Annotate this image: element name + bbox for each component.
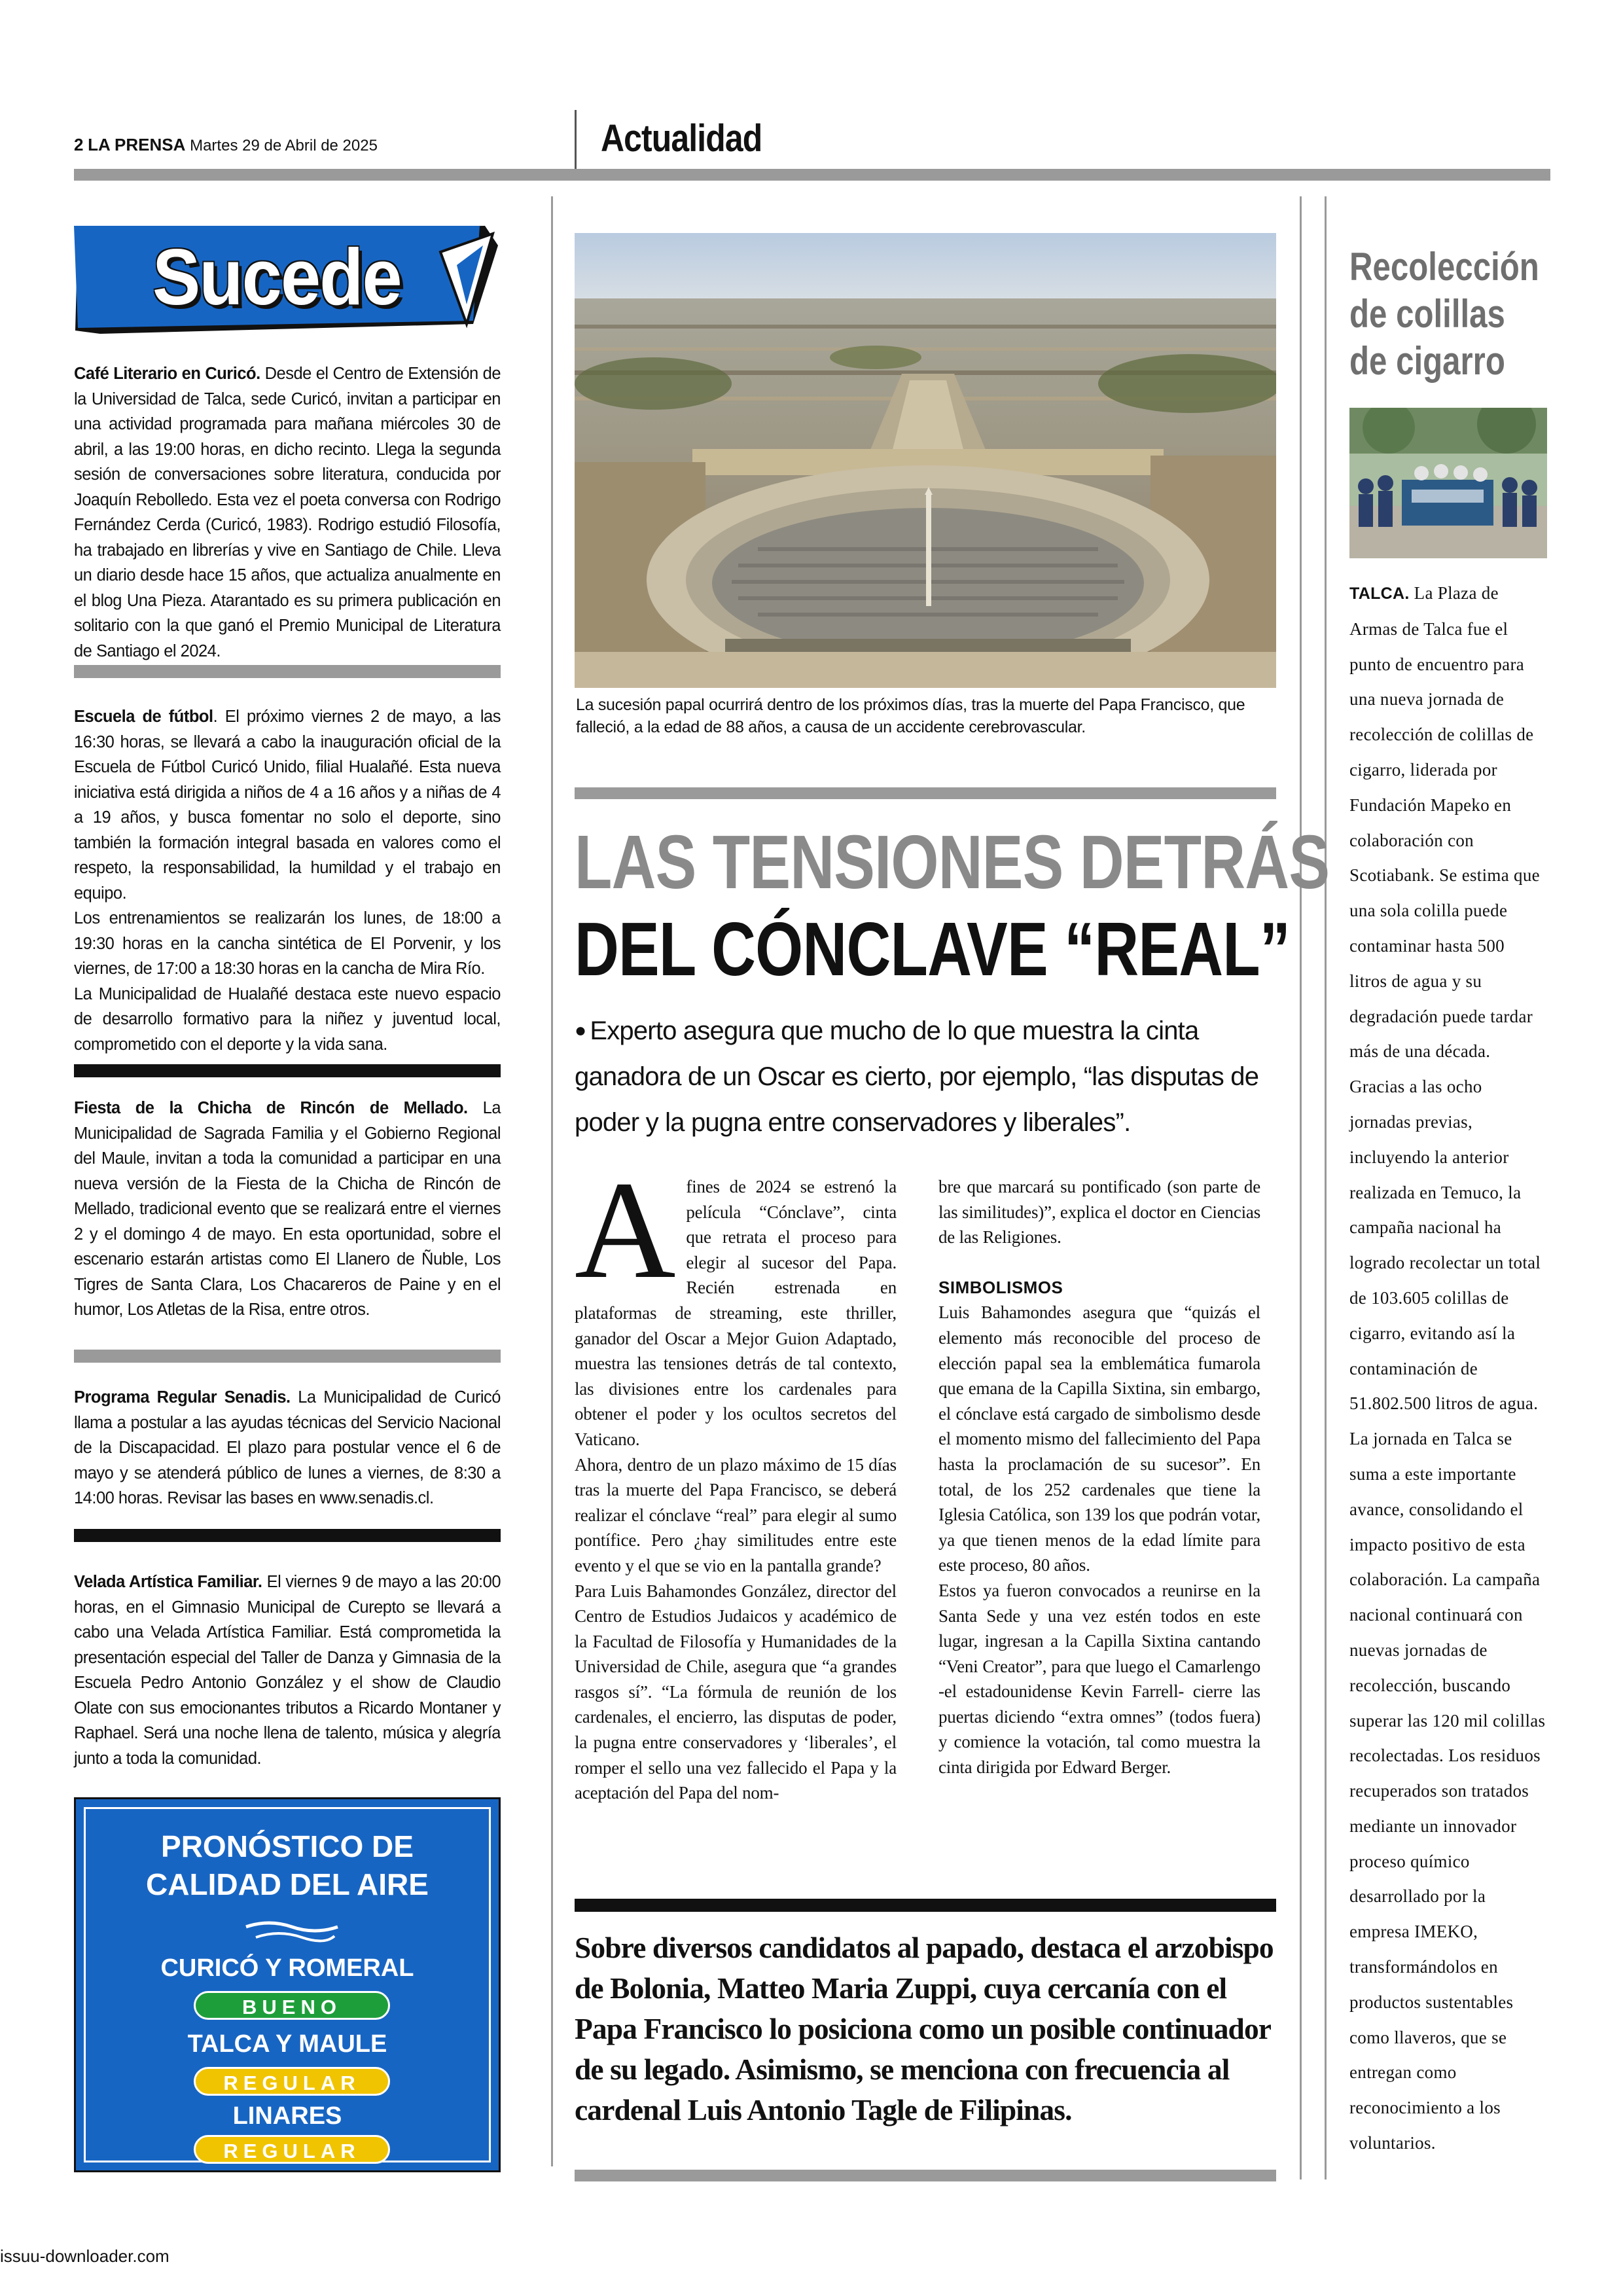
brief-text: Los entrenamientos se realizarán los lunes, de 18:00 a 19:30 horas en la cancha sintética de El Porvenir, y los viernes, de 17:00 a 18:30 horas en la cancha de Mira Río.	[74, 909, 501, 978]
column-divider	[1325, 196, 1327, 2179]
article-column-2	[938, 1174, 1260, 1780]
side-article-title	[1349, 243, 1539, 385]
air-quality-status: REGULAR	[194, 2135, 390, 2164]
article-paragraph: bre que marcará su pontificado (son parte de las similitudes)”, explica el doctor en Ciencias de las Religiones.	[938, 1177, 1260, 1247]
pullquote: Sobre diversos candidatos al papado, destaca el arzobispo de Bolonia, Matteo Maria Zuppi, cuya cercanía con el Papa Francisco lo posiciona como un posible continuador de su legado. Asimismo, se menciona con frecuencia al cardenal Luis Antonio Tagle de Filipinas.	[575, 1931, 1274, 2126]
st-peters-square-illustration	[575, 233, 1276, 688]
brief-velada-artistica	[74, 1570, 501, 1771]
brief-separator	[74, 1529, 501, 1542]
brief-escuela-futbol	[74, 704, 501, 1057]
brief-text: La Municipalidad de Sagrada Familia y el Gobierno Regional del Maule, invitan a toda la comunidad a participar en una nueva versión de la Fiesta de la Chicha de Rincón de Mellado, tradicional evento que se realizará entre el viernes 2 y el domingo 4 de mayo. En esta oportunidad, sobre el escenario estarán artistas como El Llanero de Ñuble, Los Tigres de Santa Clara, Los Chacareros de Paine y en el humor, Los Atletas de la Risa, entre otros.	[74, 1099, 501, 1319]
drop-cap: A	[575, 1153, 676, 1308]
air-quality-title: PRONÓSTICO DE	[161, 1829, 414, 1863]
brief-fiesta-chicha	[74, 1096, 501, 1323]
bullet-icon: ●	[575, 1020, 586, 1041]
side-title-line: de colillas	[1349, 292, 1505, 336]
dateline: TALCA.	[1349, 584, 1410, 603]
volunteers-photo	[1349, 408, 1547, 558]
article-paragraph: Luis Bahamondes asegura que “quizás el elemento más reconocible del proceso de elección papal sea la emblemática fumarola que emana de la Capilla Sixtina, sin embargo, el cónclave está cargado de simbolismo desde el momento mismo del fallecimiento del Papa hasta la proclamación de su sucesor”. En total, de los 252 cardenales que tiene la Iglesia Católica, son 139 los que podrán votar, ya que tienen menos de la edad límite para este proceso, 80 años.	[938, 1302, 1260, 1575]
header-rule	[74, 169, 1550, 181]
air-quality-city: CURICÓ Y ROMERAL	[160, 1954, 414, 1982]
wind-icon	[243, 1919, 341, 1945]
side-title-line: de cigarro	[1349, 339, 1505, 383]
air-quality-box	[74, 1797, 501, 2172]
column-divider	[1300, 196, 1302, 2179]
page-number: 2	[74, 135, 84, 154]
air-quality-title: CALIDAD DEL AIRE	[146, 1867, 429, 1901]
side-title-line: Recolección	[1349, 245, 1539, 289]
brief-separator	[74, 1064, 501, 1077]
headline-line2: DEL CÓNCLAVE “REAL”	[575, 906, 1291, 992]
air-quality-city: LINARES	[232, 2102, 342, 2130]
volunteers-group-illustration	[1349, 408, 1547, 558]
brief-text: La Municipalidad de Hualañé destaca este nuevo espacio de desarrollo formativo para la niñez y juventud local, comprometido con el deporte y la vida sana.	[74, 984, 501, 1054]
brief-cafe-literario	[74, 361, 501, 664]
brief-text: El viernes 9 de mayo a las 20:00 horas, en el Gimnasio Municipal de Curepto se llevará a cabo una Velada Artística Familiar. Está comprometida la presentación especial del Taller de Danza y Gimnasia de la Escuela Pedro Antonio González y el show de Claudio Olate con sus emocionantes tributos a Ricardo Montaner y Raphael. Será una noche llena de talento, música y alegría junto a toda la comunidad.	[74, 1573, 501, 1768]
lead-text: Experto asegura que mucho de lo que muestra la cinta ganadora de un Oscar es cierto, por ejemplo, “las disputas de poder y la pugna entre conservadores y liberales”.	[575, 1016, 1259, 1137]
brief-senadis	[74, 1385, 501, 1511]
article-paragraph: Ahora, dentro de un plazo máximo de 15 días tras la muerte del Papa Francisco, se deberá realizar el cónclave “real” para elegir al sumo pontífice. Pero ¿hay similitudes entre este evento y el que se vio en la pantalla grande?	[575, 1454, 897, 1575]
side-article-text: La Plaza de Armas de Talca fue el punto de encuentro para una nueva jornada de recolección de colillas de cigarro, liderada por Fundación Mapeko en colaboración con Scotiabank. Se estima que una sola colilla puede contaminar hasta 500 litros de agua y su degradación puede tardar más de una década. Gracias a las ocho jornadas previas, incluyendo la anterior realizada en Temuco, la campaña nacional ha logrado recolectar un total de 103.605 colillas de cigarro, evitando así la contaminación de 51.802.500 litros de agua. La jornada en Talca se suma a este importante avance, consolidando el impacto positivo de esta colaboración. La campaña nacional continuará con nuevas jornadas de recolección, buscando superar las 120 mil colillas recolectadas. Los residuos recuperados son tratados mediante un innovador proceso químico desarrollado por la empresa IMEKO, transformándolos en productos sustentables como llaveros, que se entregan como reconocimiento a los voluntarios.	[1349, 583, 1546, 2153]
article-paragraph: fines de 2024 se estrenó la película “Cónclave”, cinta que retrata el proceso para elegir al sucesor del Papa. Recién estrenada en plataformas de streaming, este thriller, ganador del Oscar a Mejor Guion Adaptado, muestra las tensiones detrás de tal contexto, las divisiones entre los cardenales para obtener el poder y los ocultos secretos del Vaticano.	[575, 1177, 897, 1449]
brief-title: Velada Artística Familiar.	[74, 1573, 262, 1591]
issue-date: Martes 29 de Abril de 2025	[190, 137, 378, 154]
pullquote-rule	[575, 1899, 1276, 1912]
brief-title: Programa Regular Senadis.	[74, 1388, 291, 1407]
side-article-body	[1349, 576, 1546, 2161]
vatican-photo	[575, 233, 1276, 688]
sucede-banner	[74, 226, 501, 337]
page-header	[74, 135, 378, 155]
brief-title: Fiesta de la Chicha de Rincón de Mellado.	[74, 1099, 468, 1117]
article-paragraph: Para Luis Bahamondes González, director del Centro de Estudios Judaicos y académico de la Facultad de Filosofía y Humanidades de la Universidad de Chile, asegura que “a grandes rasgos sí”. “La fórmula de reunión de los cardenales, el encierro, las disputas de poder, la pugna entre conservadores y ‘liberales’, el romper el sello una vez fallecido el Papa y la aceptación del Papa del nom-	[575, 1581, 897, 1803]
air-quality-status: REGULAR	[194, 2067, 390, 2096]
air-quality-status: BUENO	[194, 1991, 390, 2020]
article-subhead: SIMBOLISMOS	[938, 1277, 1063, 1297]
column-divider	[551, 196, 553, 2166]
headline-line1: LAS TENSIONES DETRÁS	[575, 819, 1330, 905]
brief-separator	[74, 1350, 501, 1363]
sucede-title: Sucede	[152, 232, 401, 321]
article-column-1	[575, 1153, 897, 1806]
brief-title: Escuela de fútbol	[74, 708, 213, 726]
air-quality-city: TALCA Y MAULE	[187, 2030, 387, 2058]
brief-text: . El próximo viernes 2 de mayo, a las 16:30 horas, se llevará a cabo la inauguración oficial de la Escuela de Fútbol Curicó Unido, filial Hualañé. Esta nueva iniciativa está dirigida a niños de 4 a 16 años y a niñas de 4 a 19 años, y busca fomentar no solo el deporte, sino también la formación integral basada en valores como el respeto, la responsabilidad, la humildad y el trabajo en equipo.	[74, 708, 501, 903]
watermark: issuu-downloader.com	[0, 2246, 169, 2266]
newspaper-name: LA PRENSA	[88, 135, 186, 154]
pullquote-bottom-rule	[575, 2170, 1276, 2181]
photo-caption: La sucesión papal ocurrirá dentro de los próximos días, tras la muerte del Papa Francisco, que falleció, a la edad de 88 años, a causa de un accidente cerebrovascular.	[576, 696, 1245, 736]
headline-rule	[575, 787, 1276, 799]
article-lead	[575, 1008, 1276, 1145]
brief-title: Café Literario en Curicó.	[74, 365, 260, 383]
brief-text: Desde el Centro de Extensión de la Universidad de Talca, sede Curicó, invitan a participar en una actividad programada para mañana miércoles 30 de abril, a las 19:00 horas, en dicho recinto. Llega la segunda sesión de conversaciones sobre literatura, conducida por Joaquín Rebolledo. Esta vez el poeta conversa con Rodrigo Fernández Cerda (Curicó, 1983). Rodrigo estudió Filosofía, ha trabajado en librerías y vive en Santiago de Chile. Lleva un diario desde hace 15 años, que actualiza anualmente en el blog Una Pieza. Atarantado es su primera publicación en solitario con la que ganó el Premio Municipal de Literatura de Santiago el 2024.	[74, 365, 501, 660]
header-divider	[575, 110, 577, 170]
section-title: Actualidad	[601, 117, 762, 160]
brief-text: La Municipalidad de Curicó llama a postular a las ayudas técnicas del Servicio Nacional de la Discapacidad. El plazo para postular vence el 6 de mayo y se atenderá público de lunes a viernes, de 8:30 a 14:00 horas. Revisar las bases en www.senadis.cl.	[74, 1388, 501, 1507]
brief-separator	[74, 665, 501, 678]
article-paragraph: Estos ya fueron convocados a reunirse en la Santa Sede y una vez estén todos en este lugar, ingresan a la Capilla Sixtina cantando “Veni Creator”, para que luego el Camarlengo -el estadounidense Kevin Farrell- cierre las puertas diciendo “extra omnes” (todos fuera) y comience la votación, tal como muestra la cinta dirigida por Edward Berger.	[938, 1580, 1260, 1778]
